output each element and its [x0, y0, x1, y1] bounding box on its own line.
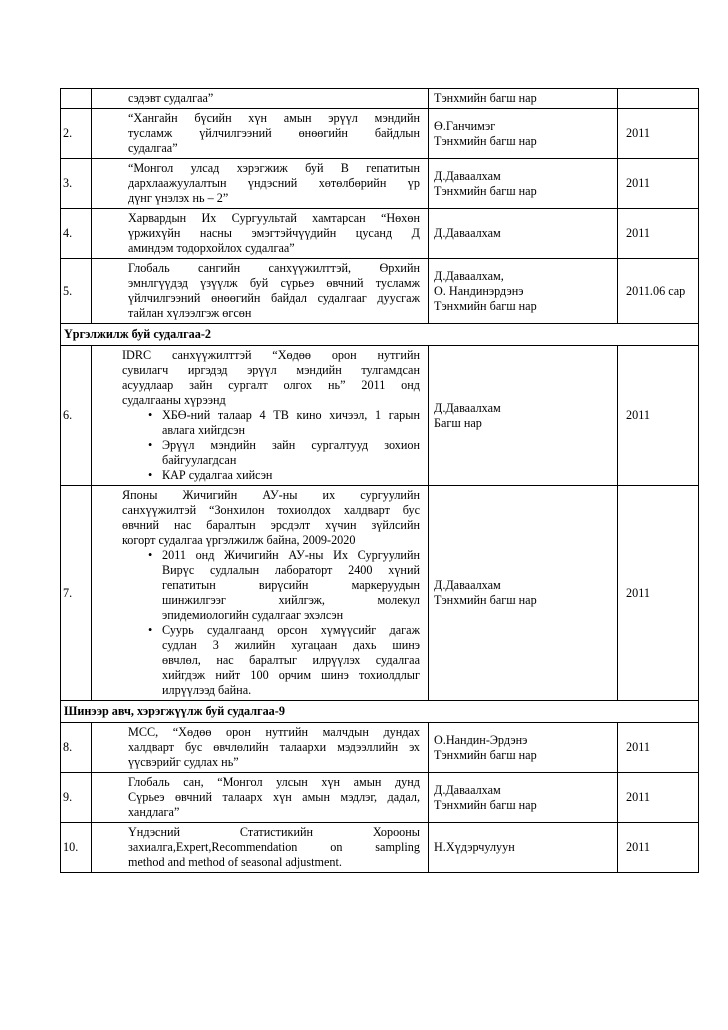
bullet-icon: •	[148, 408, 153, 422]
year: 2011	[618, 486, 699, 701]
bullet-item	[148, 408, 420, 438]
research-title	[92, 723, 429, 773]
text-line: Тэнхмийн багш нар	[434, 91, 537, 105]
row-number: 6.	[61, 346, 92, 486]
section-row	[61, 701, 699, 723]
researchers	[429, 159, 618, 209]
text-line: когорт судалгаа үргэлжилж байна, 2009-2020	[122, 533, 356, 547]
text-line: дүнг үнэлэх нь – 2”	[128, 191, 229, 205]
text-line: Д.Даваалхам	[434, 782, 501, 797]
text-line: Тэнхмийн багш нар	[434, 298, 537, 313]
table-row	[61, 823, 699, 873]
table-body-top	[61, 89, 699, 324]
text-line: Эрүүл мэндийн зайн сургалтууд зохион	[162, 438, 420, 452]
text-line: судлан 3 жилийн хугацаан дахь шинэ	[162, 638, 420, 652]
table-body-ongoing	[61, 324, 699, 346]
text-line: эмнлгүүдэд үзүүлж буй сүрьеэ өвчний тусламж	[128, 276, 420, 290]
bullet-list	[122, 408, 420, 483]
row-number: 8.	[61, 723, 92, 773]
researchers	[429, 209, 618, 259]
research-title	[92, 259, 429, 324]
text-line: Багш нар	[434, 415, 482, 430]
year	[618, 89, 699, 109]
text-line: үйлчилгээний өнөөгийн байдал судалгааг дуусгаж	[128, 291, 420, 305]
text-line: үржихүйн насны эмэгтэйчүүдийн цусанд Д	[128, 226, 420, 240]
research-title	[92, 109, 429, 159]
text-line: судалгааны хүрээнд	[122, 393, 226, 407]
text-line: судалгаа”	[128, 141, 178, 155]
research-table	[60, 88, 699, 873]
text-line: Японы Жичигийн АУ-ны их сургуулийн	[122, 488, 420, 502]
text-line: Тэнхмийн багш нар	[434, 747, 537, 762]
text-line: “Монгол улсад хэрэгжиж буй В гепатитын	[128, 161, 420, 175]
text-line: илрүүлээд байна.	[162, 683, 252, 697]
text-line: дархлаажуулалтын үндэсний хөтөлбөрийн үр	[128, 176, 420, 190]
text-line: өвчлөл, нас баралтыг илрүүлэх судалгаа	[162, 653, 420, 667]
text-line: Н.Хүдэрчулуун	[434, 840, 515, 854]
section-row	[61, 324, 699, 346]
text-line: Тэнхмийн багш нар	[434, 133, 537, 148]
text-line: method and method of seasonal adjustment.	[128, 855, 342, 869]
text-line: Глобаль сан, “Монгол улсын хүн амын дунд	[128, 775, 420, 789]
text-line: хийгдэж нийт 100 орчим шинэ тохиолдлыг	[162, 668, 420, 682]
text-line: тусламж үйлчилгээний өнөөгийн байдлын	[128, 126, 420, 140]
research-title	[92, 89, 429, 109]
row-number: 4.	[61, 209, 92, 259]
text-line: Ө.Ганчимэг	[434, 118, 496, 133]
bullet-icon: •	[148, 548, 153, 562]
row-number: 2.	[61, 109, 92, 159]
table-row	[61, 109, 699, 159]
text-line: Д.Даваалхам	[434, 400, 501, 415]
bullet-icon: •	[148, 438, 153, 452]
text-line: ХБӨ-ний талаар 4 ТВ кино хичээл, 1 гарын	[162, 408, 420, 422]
text-line: Д.Даваалхам	[434, 226, 501, 240]
section-heading-new: Шинээр авч, хэрэгжүүлж буй судалгаа-9	[61, 701, 699, 723]
text-line: О. Нандинэрдэнэ	[434, 283, 524, 298]
text-line: Д.Даваалхам	[434, 168, 501, 183]
researchers	[429, 259, 618, 324]
text-line: авлага хийгдсэн	[162, 423, 245, 437]
text-line: Д.Даваалхам	[434, 578, 501, 592]
year: 2011	[618, 209, 699, 259]
table-body-new-rows	[61, 723, 699, 873]
table-row	[61, 486, 699, 701]
text-line: О.Нандин-Эрдэнэ	[434, 732, 528, 747]
researchers	[429, 89, 618, 109]
text-line: санхүүжилтэй “Зонхилон тохиолдох халдварт бус	[122, 503, 420, 517]
text-line: Суурь судалгаанд орсон хүмүүсийг дагаж	[162, 623, 420, 637]
text-line: шинжилгээг хийлгэж, молекул	[162, 593, 420, 607]
table-row	[61, 209, 699, 259]
text-line: асуудлаар зайн сургалт олгох нь” 2011 онд	[122, 378, 420, 392]
text-line: эпидемиологийн судалгааг эхэлсэн	[162, 608, 344, 622]
text-line: сэдэвт судалгаа”	[128, 91, 214, 105]
year: 2011	[618, 346, 699, 486]
row-number	[61, 89, 92, 109]
text-line: халдварт бус өвчлөлийн талаархи мэдээллийн эх	[128, 740, 420, 754]
bullet-icon: •	[148, 623, 153, 637]
table-row	[61, 346, 699, 486]
row-number: 9.	[61, 773, 92, 823]
research-title	[92, 823, 429, 873]
text-line: өвчний нас баралтын эрсдэлт хүчин зүйлсийн	[122, 518, 420, 532]
bullet-item	[148, 438, 420, 468]
text-line: гепатитын вирүсийн маркеруудын	[162, 578, 420, 592]
table-row	[61, 773, 699, 823]
research-title	[92, 773, 429, 823]
research-title	[92, 346, 429, 486]
researchers	[429, 346, 618, 486]
text-line: “Хангайн бүсийн хүн амын эрүүл мэндийн	[128, 111, 420, 125]
text-line: сувилагч иргэдэд эрүүл мэндийн тулгамдсан	[122, 363, 420, 377]
text-line: байгуулагдсан	[162, 453, 237, 467]
text-line: Тэнхмийн багш нар	[434, 183, 537, 198]
text-line: Тэнхмийн багш нар	[434, 797, 537, 812]
year: 2011.06 сар	[618, 259, 699, 324]
year: 2011	[618, 723, 699, 773]
table-row	[61, 259, 699, 324]
section-heading-ongoing: Үргэлжилж буй судалгаа-2	[61, 324, 699, 346]
table-body-new	[61, 701, 699, 723]
research-title	[92, 209, 429, 259]
text-line: аминдэм тодорхойлох судалгаа”	[128, 241, 295, 255]
table-row	[61, 159, 699, 209]
text-line: Д.Даваалхам,	[434, 268, 504, 283]
text-line: Харвардын Их Сургуультай хамтарсан “Нөхөн	[128, 211, 420, 225]
bullet-item	[148, 548, 420, 623]
text-line: МСС, “Хөдөө орон нутгийн малчдын дундах	[128, 725, 420, 739]
bullet-item	[148, 623, 420, 698]
text-line: захиалга,Expert,Recommendation on sampling	[128, 840, 420, 854]
row-number: 7.	[61, 486, 92, 701]
text-line: Глобаль сангийн санхүүжилттэй, Өрхийн	[128, 261, 420, 275]
bullet-list	[122, 548, 420, 698]
text-line: үүсвэрийг судлах нь”	[128, 755, 239, 769]
bullet-icon: •	[148, 468, 153, 482]
researchers	[429, 773, 618, 823]
researchers	[429, 486, 618, 701]
year: 2011	[618, 159, 699, 209]
research-title	[92, 159, 429, 209]
researchers	[429, 109, 618, 159]
text-line: 2011 онд Жичигийн АУ-ны Их Сургуулийн	[162, 548, 420, 562]
year: 2011	[618, 823, 699, 873]
text-line: хандлага”	[128, 805, 180, 819]
researchers	[429, 723, 618, 773]
table-body-ongoing-rows	[61, 346, 699, 701]
text-line: Сүрьеэ өвчний талаарх хүн амын мэдлэг, дадал,	[128, 790, 420, 804]
text-line: Үндэсний Статистикийн Хорооны	[128, 825, 420, 839]
text-line: Вирүс судлалын лабораторт 2400 хүний	[162, 563, 420, 577]
year: 2011	[618, 773, 699, 823]
text-line: Тэнхмийн багш нар	[434, 593, 537, 607]
row-number: 3.	[61, 159, 92, 209]
text-line: IDRC санхүүжилттэй “Хөдөө орон нутгийн	[122, 348, 420, 362]
research-title	[92, 486, 429, 701]
row-number: 5.	[61, 259, 92, 324]
row-number: 10.	[61, 823, 92, 873]
year: 2011	[618, 109, 699, 159]
text-line: КАР судалгаа хийсэн	[162, 468, 273, 482]
researchers	[429, 823, 618, 873]
bullet-item	[148, 468, 420, 483]
table-row	[61, 89, 699, 109]
table-row	[61, 723, 699, 773]
text-line: тайлан хүлээлгэж өгсөн	[128, 306, 252, 320]
